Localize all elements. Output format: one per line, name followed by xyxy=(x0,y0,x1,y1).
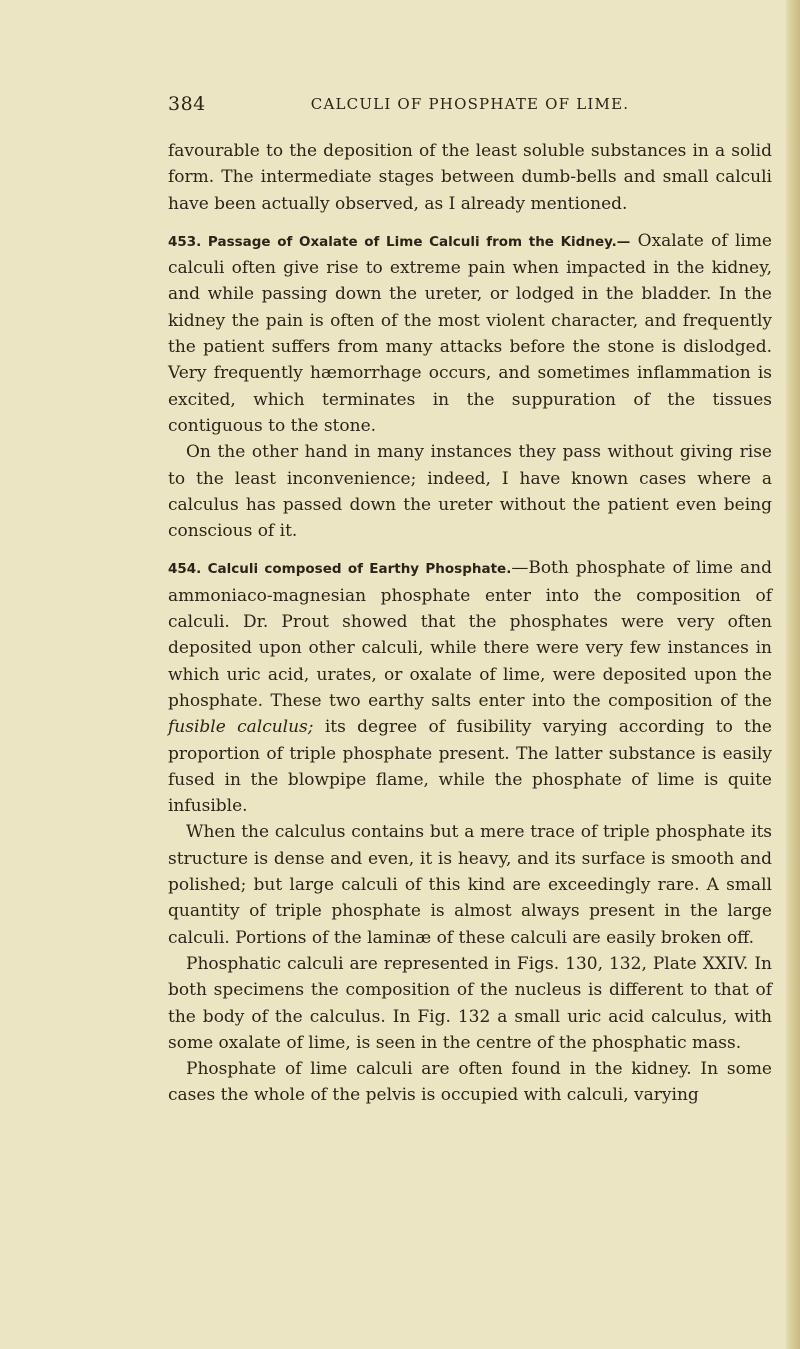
paragraph-other-hand: On the other hand in many instances they pass without giving rise to the least inconvenience; indeed, I have known cases where a calculus has passed down the ureter without the patient even being conscious of it. xyxy=(168,442,772,542)
page-header xyxy=(168,93,772,119)
body-text xyxy=(168,138,772,1109)
page-number: 384 xyxy=(168,93,206,115)
section-453-text: Oxalate of lime calculi often give rise to extreme pain when impacted in the kidney, and while passing down the ureter, or lodged in the bladder. In the kidney the pain is often of the most violent character, and frequently the patient suffers from many attacks before the stone is dislodged. Very frequently hæmorrhage occurs, and sometimes inflammation is excited, which terminates in the suppuration of the tissues contiguous to the stone. xyxy=(168,230,772,436)
paragraph-phosphatic-calculi: Phosphatic calculi are represented in Figs. 130, 132, Plate XXIV. In both specimens the composition of the nucleus is different to that of the body of the calculus. In Fig. 132 a small uric acid calculus, with some oxalate of lime, is seen in the centre of the phosphatic mass. xyxy=(168,953,772,1053)
section-453-heading: 453. Passage of Oxalate of Lime Calculi from the Kidney.— xyxy=(168,233,631,250)
running-title: CALCULI OF PHOSPHATE OF LIME. xyxy=(310,95,630,113)
page-edge-shadow xyxy=(786,0,800,1349)
section-453 xyxy=(168,228,772,439)
paragraph-continuation: favourable to the deposition of the least soluble substances in a solid form. The intermediate stages between dumb-bells and small calculi have been actually observed, as I already mentioned. xyxy=(168,141,772,214)
paragraph-triple-phosphate: When the calculus contains but a mere trace of triple phosphate its structure is dense and even, it is heavy, and its surface is smooth and polished; but large calculi of this kind are exceedingly rare. A small quantity of triple phosphate is almost always present in the large calculi. Portions of the laminæ of these calculi are easily broken off. xyxy=(168,822,772,948)
section-454-heading: 454. Calculi composed of Earthy Phosphate. xyxy=(168,561,512,578)
section-454-italic: fusible calculus; xyxy=(168,717,314,738)
section-454-text-a: —Both phosphate of lime and ammoniaco-magnesian phosphate enter into the composition of calculi. Dr. Prout showed that the phosphates were very often deposited upon other calculi, while there were very few instances in which uric acid, urates, or oxalate of lime, were deposited upon the phosphate. These two earthy salts enter into the composition of the xyxy=(168,558,772,711)
section-454 xyxy=(168,555,772,819)
section-454-text-b: its degree of fusibility varying according to the proportion of triple phosphate present. The latter substance is easily fused in the blowpipe flame, while the phosphate of lime is quite infusible. xyxy=(168,717,772,817)
paragraph-phosphate-lime-kidney: Phosphate of lime calculi are often found in the kidney. In some cases the whole of the pelvis is occupied with calculi, varying xyxy=(168,1059,772,1106)
